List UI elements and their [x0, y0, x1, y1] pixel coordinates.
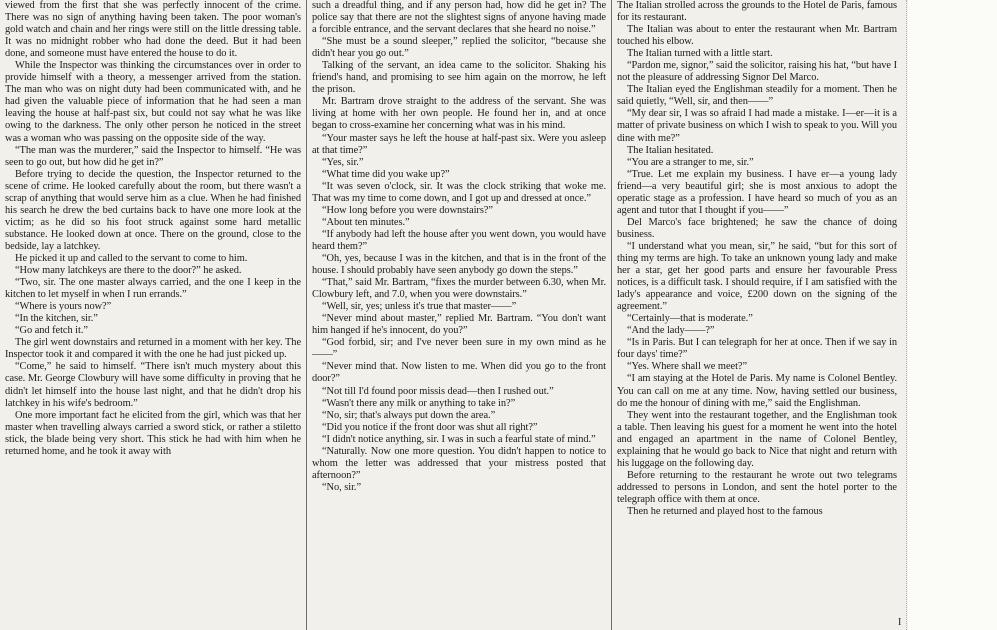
paragraph: “I didn't notice anything, sir. I was in such a fearful state of mind.” [322, 433, 596, 445]
paragraph: He picked it up and called to the servant to come to him. [15, 252, 248, 264]
paragraph: “I am staying at the Hotel de Paris. My name is Colonel Bentley. You can call on me at any time. Now, having settled our business, do me the honour of dining with me,” said the Englishman. [617, 373, 897, 409]
paragraph: Talking of the servant, an idea came to the solicitor. Shaking his friend's hand, and promising to see him again on the morrow, he left the prison. [312, 60, 606, 96]
paragraph: “No, sir; that's always put down the area.” [322, 409, 496, 421]
page-margin [908, 0, 997, 630]
paragraph: “How many latchkeys are there to the door?” he asked. [15, 265, 242, 277]
paragraph: Then he returned and played host to the famous [627, 505, 823, 517]
paragraph: “Not till I'd found poor missis dead—then I rushed out.” [322, 385, 554, 397]
paragraph: “How long before you were downstairs?” [322, 204, 493, 216]
paragraph: “She must be a sound sleeper,” replied the solicitor, “because she didn't hear you go out.” [312, 36, 606, 60]
paragraph: such a dreadful thing, and if any person had, how did he get in? The police say that there are not the slightest signs of anyone having made a forcible entrance, and the servant declares that she heard no noise.” [312, 0, 606, 36]
paragraph: “Two, sir. The one master always carried, and the one I keep in the kitchen to let myself in when I run errands.” [5, 277, 301, 301]
page-edge-rule [906, 0, 907, 630]
paragraph: “God forbid, sir; and I've never been sure in my own mind as he——” [312, 337, 606, 361]
paragraph: Mr. Bartram drove straight to the address of the servant. She was living at home with her own people. He found her in, and at once began to cross-examine her concerning what was in his mind. [312, 96, 606, 132]
paragraph: “If anybody had left the house after you went down, you would have heard them?” [312, 228, 606, 252]
paragraph: “Go and fetch it.” [15, 325, 88, 337]
paragraph: “True. Let me explain my business. I have er—a young lady friend—a very beautiful girl; she is most anxious to adopt the operatic stage as a profession. I have heard so much of you as an agent and tutor that I thought if you——” [617, 168, 897, 216]
paragraph: Before trying to decide the question, the Inspector returned to the scene of crime. He looked carefully about the room, but there wasn't a scrap of anything that would serve him as a clue. When he had finished his search he drew the bed curtains back to have one more look at the victim; as he did so his foot struck against some hard metallic substance. He looked down at once. There on the ground, close to the bedside, lay a latchkey. [5, 168, 301, 252]
paragraph: “And the lady——?” [627, 325, 715, 337]
paragraph: “I understand what you mean, sir,” he said, “but for this sort of thing my terms are high. To take an unknown young lady and make her a star, get her good parts and ensure her favourable Press notices, is a difficult task. I should require, if I am satisfied with the lady's appearance and voice, £200 down on the signing of the agreement.” [617, 240, 897, 313]
paragraph: “About ten minutes.” [322, 216, 410, 228]
paragraph: “Yes, sir.” [322, 156, 364, 168]
paragraph: While the Inspector was thinking the circumstances over in order to provide himself with a theory, a messenger arrived from the station. The man who was on night duty had been communicated with, and he had given the valuable piece of information that he had seen a man leaving the house at half-past six, but could not say what he was like owing to the darkness. The only other person he noticed in the street was a woman who was passing on the opposite side of the way. [5, 60, 301, 144]
text-column-right [617, 0, 897, 630]
paragraph: The Italian turned with a little start. [627, 48, 773, 60]
paragraph: “Is in Paris. But I can telegraph for her at once. Then if we say in four days' time?” [617, 337, 897, 361]
paragraph: “It was seven o'clock, sir. It was the clock striking that woke me. That was my time to come down, and I got up and dressed at once.” [312, 180, 606, 204]
text-column-left [5, 0, 301, 630]
paragraph: viewed from the first that she was perfectly innocent of the crime. There was no sign of anything having been taken. The poor woman's gold watch and chain and her rings were still on the little dressing table. It was no midnight robber who had done the deed. But it had been done, and someone must have entered the house to do it. [5, 0, 301, 60]
paragraph: One more important fact he elicited from the girl, which was that her master when travelling always carried a sword stick, or rather a stiletto stick, the blade being very short. This stick he had with him when he returned home, and he took it away with [5, 409, 301, 457]
column-rule [306, 0, 307, 630]
paragraph: The Italian hesitated. [627, 144, 714, 156]
column-rule [611, 0, 612, 630]
paragraph: “Well, sir, yes; unless it's true that master——” [322, 301, 517, 313]
paragraph: “No, sir.” [322, 481, 362, 493]
paragraph: “Never mind about master,” replied Mr. Bartram. “You don't want him hanged if he's innocent, do you?” [312, 313, 606, 337]
paragraph: The Italian eyed the Englishman steadily for a moment. Then he said quietly, “Well, sir, and then——” [617, 84, 897, 108]
paragraph: “Pardon me, signor,” said the solicitor, raising his hat, “but have I not the pleasure of addressing Signor Del Marco. [617, 60, 897, 84]
paragraph: “Your master says he left the house at half-past six. Were you asleep at that time?” [312, 132, 606, 156]
paragraph: “Oh, yes, because I was in the kitchen, and that is in the front of the house. I should probably have seen anybody go down the steps.” [312, 252, 606, 277]
paragraph: “My dear sir, I was so afraid I had made a mistake. I—er—it is a matter of private business on which I wish to speak to you. Will you dine with me?” [617, 108, 897, 144]
paragraph: “That,” said Mr. Bartram, “fixes the murder between 6.30, when Mr. Clowbury left, and 7.0, when you were downstairs.” [312, 277, 606, 301]
paragraph: “Naturally. Now one more question. You didn't happen to notice to whom the letter was addressed that your mistress posted that afternoon?” [312, 445, 606, 481]
paragraph: The girl went downstairs and returned in a moment with her key. The Inspector took it and compared it with the one he had just picked up. [5, 337, 301, 361]
text-column-middle [312, 0, 606, 630]
paragraph: Before returning to the restaurant he wrote out two telegrams addressed to persons in London, and sent the hotel porter to the telegraph office with them at once. [617, 469, 897, 505]
paragraph: “What time did you wake up?” [322, 168, 450, 180]
page-mark: I [898, 617, 902, 628]
paragraph: Del Marco's face brightened; he saw the chance of doing business. [617, 216, 897, 240]
paragraph: “Come,” he said to himself. “There isn't much mystery about this case. Mr. George Clowbury will have some difficulty in proving that he didn't let himself into the house last night, and that he didn't drop his latchkey in his wife's bedroom.” [5, 361, 301, 409]
paragraph: “You are a stranger to me, sir.” [627, 156, 754, 168]
paragraph: The Italian strolled across the grounds to the Hotel de Paris, famous for its restaurant. [617, 0, 897, 24]
paragraph: “Wasn't there any milk or anything to take in?” [322, 397, 516, 409]
paragraph: They went into the restaurant together, and the Englishman took a table. Then leaving his guest for a moment he went into the hotel and engaged an apartment in the name of Colonel Bentley, explaining that he would go back to Nice that night and return with his luggage on the following day. [617, 409, 897, 469]
paragraph: “Never mind that. Now listen to me. When did you go to the front door?” [312, 361, 606, 385]
paragraph: “The man was the murderer,” said the Inspector to himself. “He was seen to go out, but how did he get in?” [5, 144, 301, 168]
paragraph: “In the kitchen, sir.” [15, 313, 98, 325]
paragraph: “Yes. Where shall we meet?” [627, 361, 748, 373]
paragraph: The Italian was about to enter the restaurant when Mr. Bartram touched his elbow. [617, 24, 897, 48]
paragraph: “Certainly—that is moderate.” [627, 313, 753, 325]
paragraph: “Did you notice if the front door was shut all right?” [322, 421, 538, 433]
paragraph: “Where is yours now?” [15, 301, 112, 313]
